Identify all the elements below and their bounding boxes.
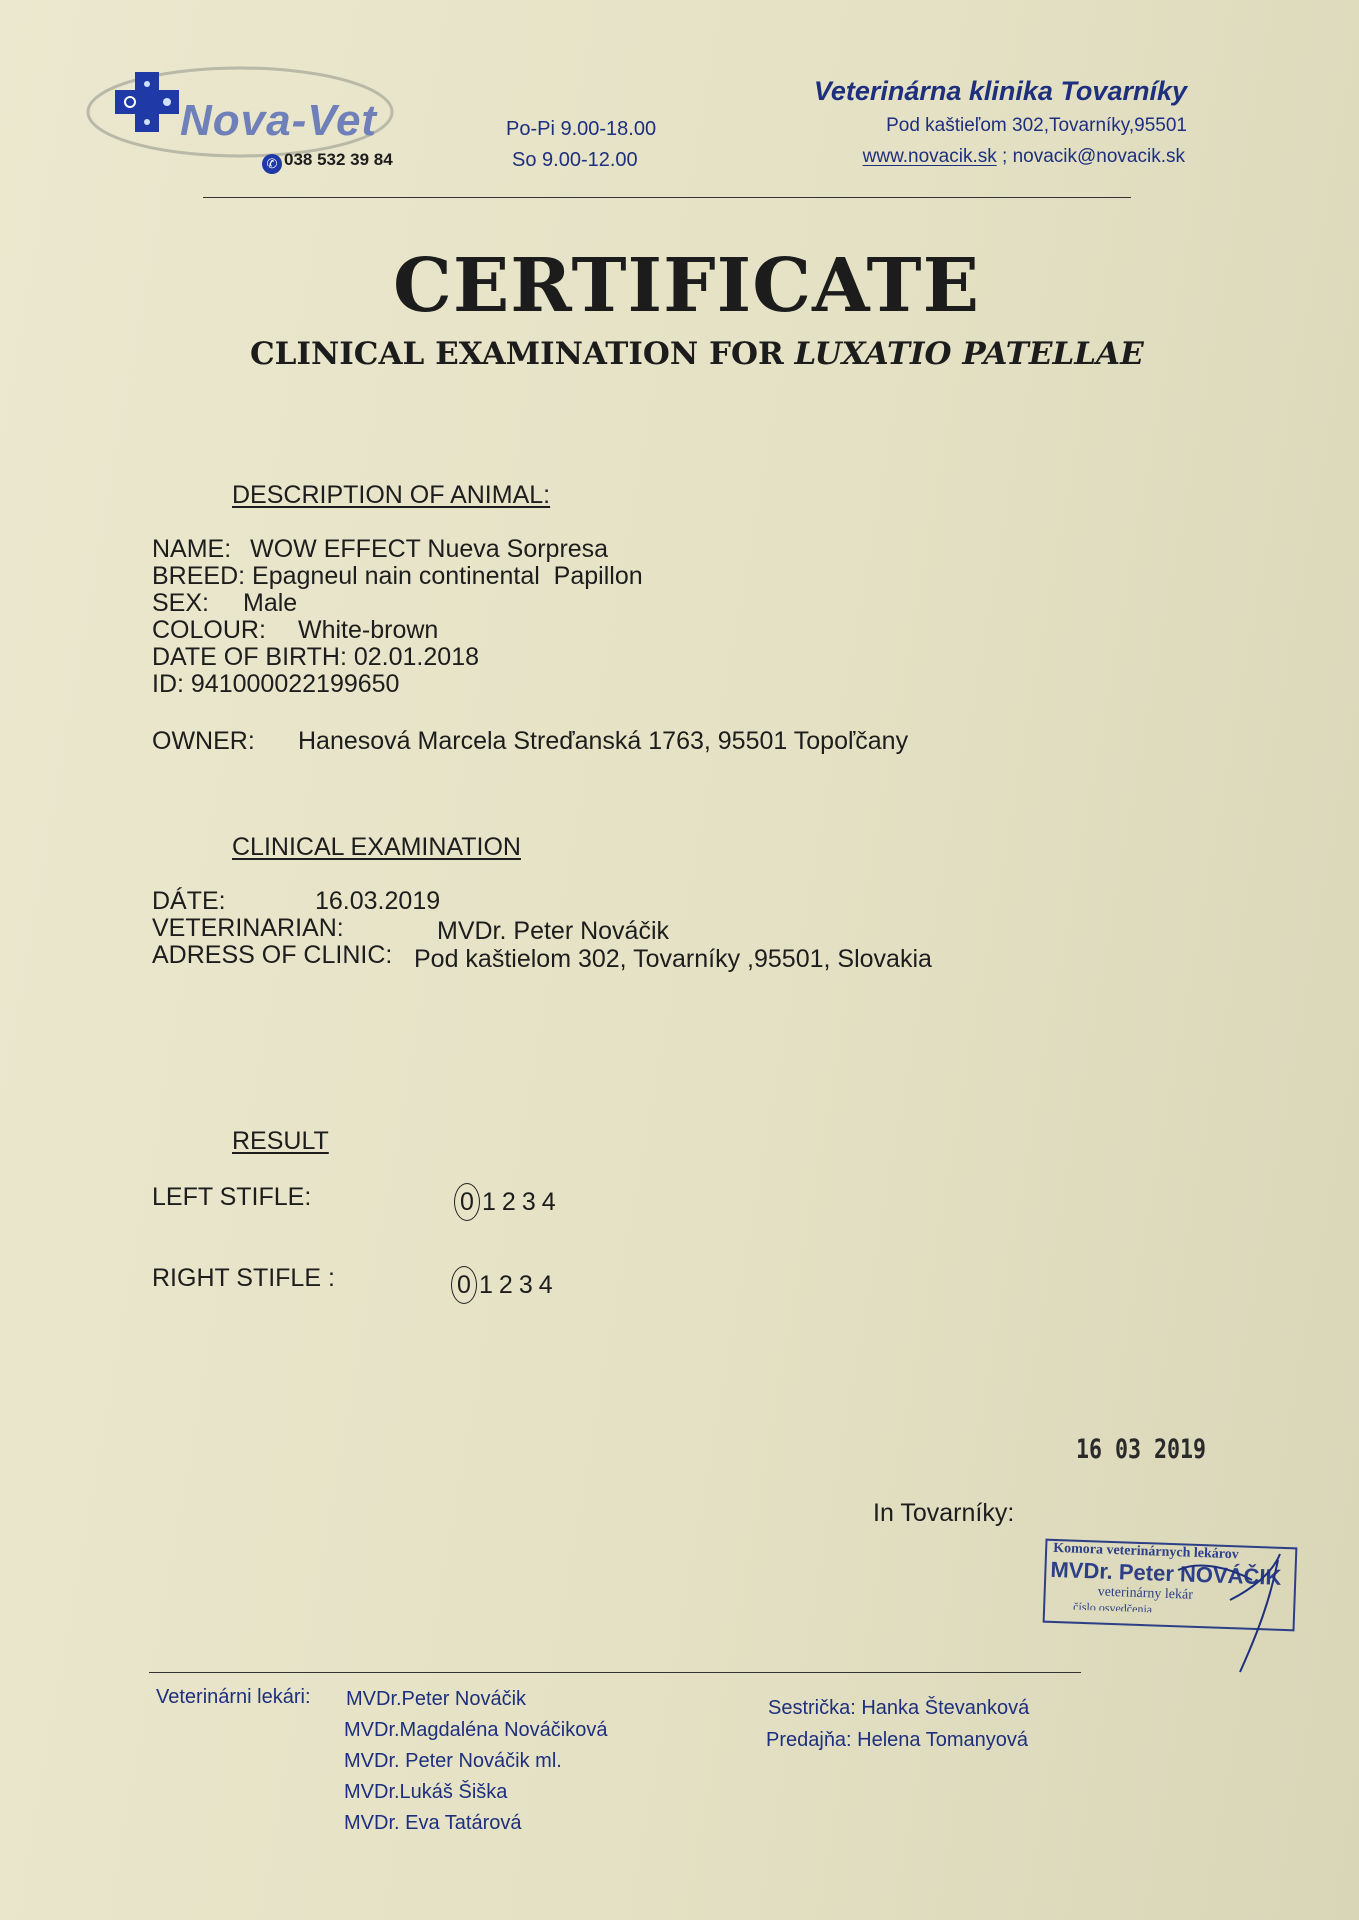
left-stifle-grade-0: 0 [454,1183,480,1221]
id-value: 941000022199650 [190,670,400,698]
email-link[interactable]: novacik@novacik.sk [1012,146,1185,167]
vet-3: MVDr. Peter Nováčik ml. [344,1750,562,1772]
right-stifle-grade-1: 1 [479,1271,493,1299]
seal-line-4: číslo osvedčenia [1072,1599,1153,1617]
colour-label: COLOUR: [152,616,266,644]
name-label: NAME: [152,535,232,563]
seal-line-1: Komora veterinárnych lekárov [1052,1540,1239,1563]
hours-weekday: Po-Pi 9.00-18.00 [506,118,657,140]
clinical-section-heading: CLINICAL EXAMINATION [232,833,521,861]
hours-saturday: So 9.00-12.00 [512,149,638,171]
vet-2: MVDr.Magdaléna Nováčiková [344,1719,608,1741]
result-section-heading: RESULT [232,1127,329,1155]
subtitle-italic: LUXATIO PATELLAE [794,336,1144,372]
exam-date-row [152,887,441,915]
veterinarian-label: VETERINARIAN: [152,914,344,942]
veterinarian-row [152,914,670,945]
vet-4: MVDr.Lukáš Šiška [344,1781,508,1803]
right-stifle-grade-2: 2 [498,1271,513,1299]
vet-5: MVDr. Eva Tatárová [344,1812,522,1834]
place-label: In Tovarníky: [873,1499,1015,1527]
dob-value: 02.01.2018 [353,643,479,671]
contact-separator: ; [996,146,1013,167]
colour-value: White-brown [298,616,439,644]
vets-label: Veterinárni lekári: [156,1686,311,1708]
owner-row [152,727,909,755]
dob-row [152,644,479,671]
seal-line-3: veterinárny lekár [1097,1584,1194,1603]
clinic-address-row [152,941,932,973]
owner-label: OWNER: [152,727,255,755]
phone-icon: ✆ [262,154,282,174]
colour-row [152,616,439,644]
certificate-subtitle [250,336,1144,372]
left-stifle-label: LEFT STIFLE: [152,1183,312,1211]
header-divider [203,197,1131,198]
left-stifle-grade-3: 3 [521,1188,536,1216]
seal-line-2: MVDr. Peter NOVÁČIK [1050,1556,1282,1590]
clinic-address-label: ADRESS OF CLINIC: [152,941,393,969]
phone-row [262,150,393,174]
sex-label: SEX: [152,589,209,617]
left-stifle-grades [454,1183,562,1221]
right-stifle-grade-4: 4 [538,1271,553,1299]
left-stifle-grade-2: 2 [501,1188,516,1216]
right-stifle-grades [451,1266,559,1304]
id-row [152,671,399,698]
clinic-address-value: Pod kaštielom 302, Tovarníky ,95501, Slovakia [414,945,932,973]
shop-line: Predajňa: Helena Tomanyová [766,1729,1029,1751]
left-stifle-grade-1: 1 [482,1188,496,1216]
exam-date-label: DÁTE: [152,887,226,915]
clinic-name: Veterinárna klinika Tovarníky [813,76,1187,106]
owner-value: Hanesová Marcela Streďanská 1763, 95501 Topoľčany [298,727,909,755]
date-stamp: 16 03 2019 [1076,1434,1207,1465]
subtitle-prefix: CLINICAL EXAMINATION FOR [250,336,795,372]
breed-value: Epagneul nain continental Papillon [252,562,643,590]
logo-wordmark: Nova-Vet [180,96,378,145]
dob-label: DATE OF BIRTH: [152,643,347,671]
vet-1: MVDr.Peter Nováčik [346,1688,527,1710]
breed-label: BREED: [152,562,246,590]
website-link[interactable]: www.novacik.sk [862,146,997,167]
certificate-title: CERTIFICATE [392,243,981,329]
id-label: ID: [152,670,184,698]
footer-divider [149,1672,1081,1673]
clinic-address: Pod kaštieľom 302,Tovarníky,95501 [886,115,1187,136]
nurse-line: Sestrička: Hanka Števanková [768,1697,1030,1719]
phone-number: 038 532 39 84 [284,150,393,169]
contact-row [863,146,1185,168]
name-row [152,536,608,563]
animal-section-heading: DESCRIPTION OF ANIMAL: [232,481,551,509]
veterinarian-value: MVDr. Peter Nováčik [437,917,670,945]
name-value: WOW EFFECT Nueva Sorpresa [250,535,609,563]
signature-icon [1160,1540,1300,1680]
right-stifle-grade-0: 0 [451,1266,477,1304]
exam-date-value: 16.03.2019 [315,887,441,915]
right-stifle-grade-3: 3 [518,1271,533,1299]
sex-value: Male [243,589,298,617]
right-stifle-label: RIGHT STIFLE : [152,1264,335,1292]
breed-row [152,563,643,590]
sex-row [152,589,298,617]
left-stifle-grade-4: 4 [541,1188,556,1216]
